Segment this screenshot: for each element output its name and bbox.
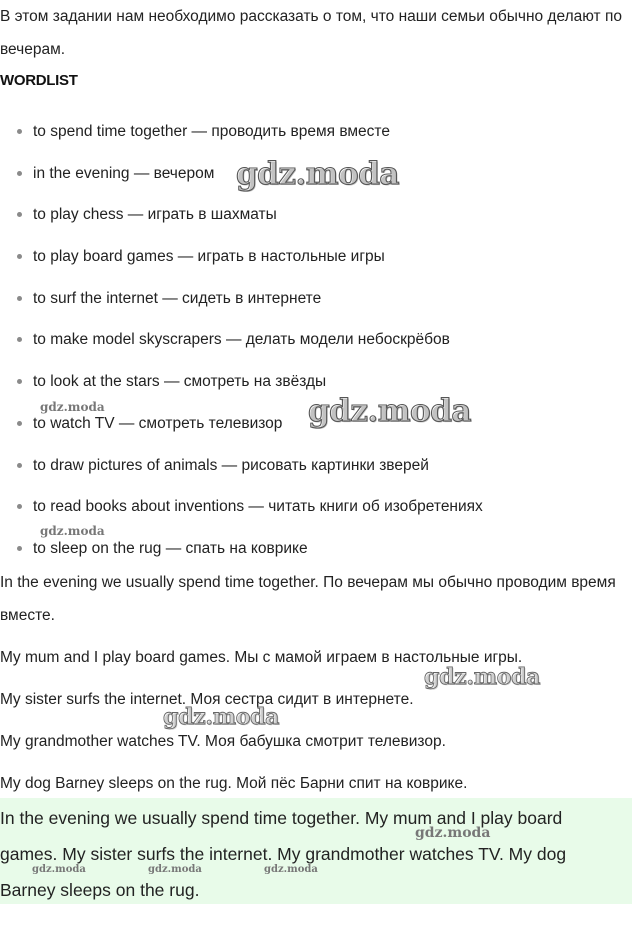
wordlist-item-text: to read books about inventions — читать книги об изобретениях (33, 498, 483, 516)
wordlist-item-text: to play board games — играть в настольные игры (33, 248, 385, 266)
bullet-icon (17, 379, 22, 384)
watermark-logo: gdz.moda (264, 864, 318, 875)
watermark-logo: gdz.moda (415, 825, 491, 841)
wordlist (0, 117, 630, 576)
bullet-icon (17, 129, 22, 134)
wordlist-item (0, 284, 630, 326)
bullet-icon (17, 337, 22, 342)
sentence: My grandmother watches TV. Моя бабушка смотрит телевизор. (0, 733, 446, 750)
wordlist-item (0, 409, 630, 451)
wordlist-item (0, 451, 630, 493)
watermark-logo: gdz.moda (424, 664, 541, 690)
wordlist-item-text: to spend time together — проводить время вместе (33, 123, 390, 140)
sentence: My mum and I play board games. Мы с мамой играем в настольные игры. (0, 649, 523, 666)
watermark-logo: gdz.moda (40, 400, 105, 414)
wordlist-item-text: to look at the stars — смотреть на звёзды (33, 373, 327, 391)
watermark-logo: gdz.moda (308, 393, 471, 429)
watermark-logo: gdz.moda (163, 704, 280, 730)
wordlist-item-text: to play chess — играть в шахматы (33, 206, 277, 224)
wordlist-item (0, 200, 630, 242)
sentence: In the evening we usually spend time together. По вечерам мы обычно проводим время вместе. (0, 574, 616, 624)
wordlist-item (0, 159, 630, 201)
wordlist-item (0, 367, 630, 409)
intro-text: В этом задании нам необходимо рассказать о том, что наши семьи обычно делают по вечерам. (0, 8, 622, 58)
watermark-logo: gdz.moda (32, 864, 86, 875)
wordlist-item-text: to surf the internet — сидеть в интернете (33, 289, 322, 307)
watermark-logo: gdz.moda (40, 524, 105, 538)
watermark-logo: gdz.moda (236, 156, 399, 192)
bullet-icon (17, 254, 22, 259)
wordlist-item (0, 117, 630, 159)
bullet-icon (17, 421, 22, 426)
wordlist-item (0, 492, 630, 534)
bullet-icon (17, 546, 22, 551)
wordlist-item (0, 325, 630, 367)
wordlist-heading: WORDLIST (0, 72, 78, 89)
bullet-icon (17, 463, 22, 468)
wordlist-item-text: in the evening — вечером (33, 164, 215, 182)
bullet-icon (17, 212, 22, 217)
watermark-logo: gdz.moda (148, 864, 202, 875)
wordlist-item-text: to make model skyscrapers — делать модели небоскрёбов (33, 331, 450, 349)
bullet-icon (17, 504, 22, 509)
wordlist-item-text: to watch TV — смотреть телевизор (33, 414, 283, 432)
bullet-icon (17, 171, 22, 176)
bullet-icon (17, 296, 22, 301)
wordlist-item-text: to draw pictures of animals — рисовать картинки зверей (33, 456, 429, 474)
sentence-list (0, 566, 632, 800)
wordlist-item-text: to sleep on the rug — спать на коврике (33, 539, 308, 557)
sentence: My dog Barney sleeps on the rug. Мой пёс Барни спит на коврике. (0, 775, 468, 792)
wordlist-item (0, 242, 630, 284)
summary-answer-block: In the evening we usually spend time together. My mum and I play board games. My sister surfs the internet. My grandmother watches TV. My dog Barney sleeps on the rug. (0, 798, 632, 904)
sentence: My sister surfs the internet. Моя сестра сидит в интернете. (0, 691, 414, 708)
